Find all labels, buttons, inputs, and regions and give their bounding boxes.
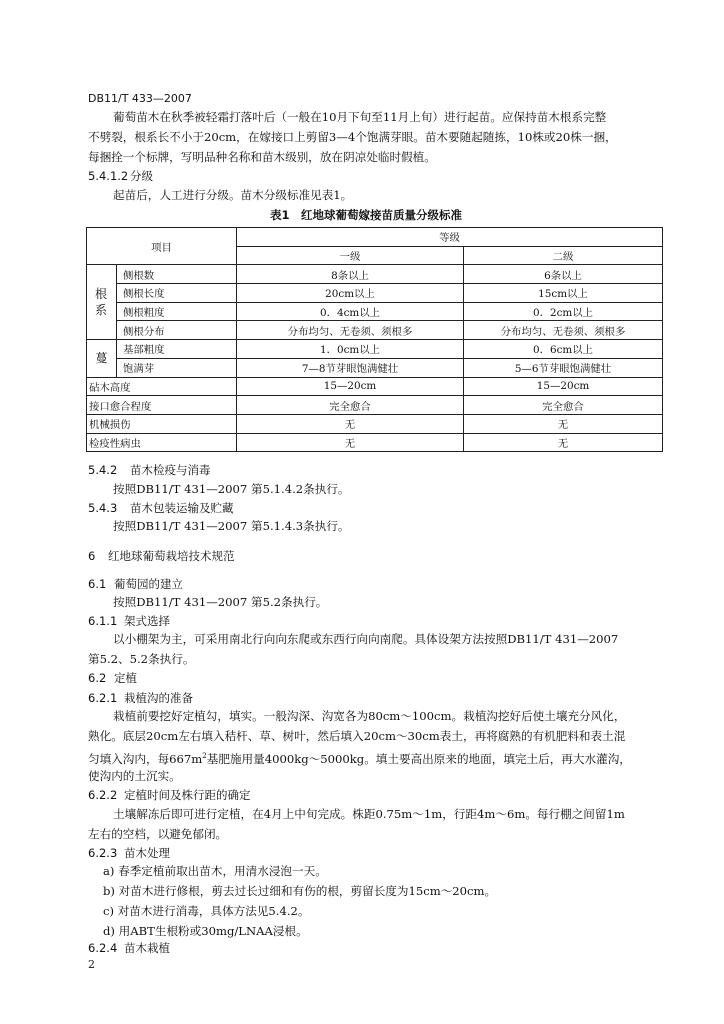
row-item: 检疫性病虫	[87, 433, 237, 452]
section-number: 6.1	[88, 577, 107, 591]
section-6-2-1-line-1: 栽植前要挖好定植勾，填实。一般沟深、沟宽各为80cm～100cm。栽植沟挖好后使土壤充分风化，	[113, 709, 626, 723]
section-5-4-1-2-text: 起苗后，人工进行分级。苗木分级标准见表1。	[113, 188, 353, 202]
row-first: 1．0cm以上	[237, 340, 464, 359]
section-number: 6.1.1	[88, 614, 118, 628]
header-item: 项目	[87, 228, 237, 265]
line-part: 基肥施用量4000kg～5000kg。填土要高出原来的地面，填完土后，再大水灌沟，	[206, 751, 631, 766]
row-second: 分布均匀、无卷须、须根多	[464, 321, 663, 340]
section-number: 5.4.3	[88, 501, 118, 515]
row-item: 饱满芽	[117, 358, 237, 377]
section-number: 6	[88, 549, 96, 563]
row-first: 8条以上	[237, 265, 464, 284]
row-first: 分布均匀、无卷须、须根多	[237, 321, 464, 340]
section-6-2-3-heading	[88, 845, 170, 861]
row-item: 砧木高度	[87, 377, 237, 396]
section-number: 5.4.2	[88, 463, 118, 477]
header-grade: 等级	[237, 228, 663, 247]
row-item: 侧根粗度	[117, 302, 237, 321]
section-number: 6.2.3	[88, 846, 118, 860]
intro-line-1: 葡萄苗木在秋季被轻霜打落叶后（一般在10月下旬至11月上旬）进行起苗。应保持苗木根系完整	[113, 110, 607, 124]
section-title: 红地球葡萄栽培技术规范	[108, 549, 235, 563]
section-title: 栽植沟的准备	[124, 691, 193, 705]
section-6-1-1-heading	[88, 613, 170, 629]
row-second: 0．2cm以上	[464, 302, 663, 321]
intro-line-2: 不劈裂，根系长不小于20cm，在嫁接口上剪留3—4个饱满芽眼。苗木要随起随拣，10株或20株一捆，	[88, 130, 617, 144]
section-6-2-4-heading	[88, 940, 170, 956]
section-6-2-1-line-4: 使沟内的土沉实。	[88, 769, 181, 783]
row-second: 完全愈合	[464, 396, 663, 415]
row-item: 侧根数	[117, 265, 237, 284]
row-first: 无	[237, 414, 464, 433]
grading-standard-table	[86, 227, 663, 452]
section-6-2-2-line-1: 土壤解冻后即可进行定植，在4月上中旬完成。株距0.75m～1m，行距4m～6m。每行棚之间留1m	[113, 807, 625, 821]
section-title: 苗木包装运输及贮藏	[130, 501, 234, 515]
section-title: 苗木栽植	[124, 941, 170, 955]
section-6-1-heading	[88, 576, 183, 592]
row-second: 0．6cm以上	[464, 340, 663, 359]
row-second: 无	[464, 433, 663, 452]
section-number: 6.2.4	[88, 941, 118, 955]
row-second: 无	[464, 414, 663, 433]
row-first: 0．4cm以上	[237, 302, 464, 321]
section-title: 苗木处理	[124, 846, 170, 860]
section-6-2-2-heading	[88, 787, 251, 803]
row-first: 7—8节芽眼饱满健壮	[237, 358, 464, 377]
document-header: DB11/T 433—2007	[88, 92, 192, 105]
section-5-4-2-text: 按照DB11/T 431—2007 第5.1.4.2条执行。	[113, 482, 350, 496]
section-6-2-heading	[88, 670, 137, 686]
row-second: 15cm以上	[464, 284, 663, 303]
section-number: 5.4.1.2	[88, 169, 129, 183]
list-item: a) 春季定植前取出苗木，用清水浸泡一天。	[103, 864, 327, 878]
section-title: 定植时间及株行距的确定	[124, 788, 251, 802]
section-6-heading	[88, 548, 235, 564]
row-item: 接口愈合程度	[87, 396, 237, 415]
section-6-1-1-line-2: 第5.2、5.2条执行。	[88, 652, 195, 666]
section-5-4-2-heading	[88, 462, 211, 478]
list-item: d) 用ABT生根粉或30mg/LNAA浸根。	[103, 924, 308, 938]
section-6-2-1-heading	[88, 690, 193, 706]
line-part: 匀填入沟内，每667m	[88, 751, 203, 766]
section-5-4-1-2-heading	[88, 168, 153, 184]
row-second: 6条以上	[464, 265, 663, 284]
row-item: 基部粗度	[117, 340, 237, 359]
group-label: 根系	[95, 287, 118, 318]
section-6-1-1-line-1: 以小棚架为主，可采用南北行向向东爬或东西行向向南爬。具体设架方法按照DB11/T 431—2007	[113, 632, 619, 646]
list-item: c) 对苗木进行消毒，具体方法见5.4.2。	[103, 904, 310, 918]
section-5-4-3-heading	[88, 500, 234, 516]
row-second: 15—20cm	[464, 377, 663, 396]
section-6-2-1-line-2: 熟化。底层20cm左右填入秸杆、草、树叶，然后填入20cm～30cm表土，再将腐熟的有机肥料和表土混	[88, 729, 626, 743]
group-vine: 蔓	[87, 340, 117, 377]
section-5-4-3-text: 按照DB11/T 431—2007 第5.1.4.3条执行。	[113, 519, 350, 533]
row-first: 无	[237, 433, 464, 452]
row-item: 侧根分布	[117, 321, 237, 340]
row-first: 完全愈合	[237, 396, 464, 415]
table-caption: 表1 红地球葡萄嫁接苗质量分级标准	[270, 208, 462, 222]
row-first: 20cm以上	[237, 284, 464, 303]
section-number: 6.2	[88, 671, 107, 685]
header-second-grade: 二级	[464, 246, 663, 265]
list-item: b) 对苗木进行修根，剪去过长过细和有伤的根，剪留长度为15cm～20cm。	[103, 884, 497, 898]
superscript: 2	[202, 752, 207, 760]
section-6-2-2-line-2: 左右的空档，以避免郁闭。	[88, 827, 228, 841]
section-title: 葡萄园的建立	[114, 577, 183, 591]
row-item: 侧根长度	[117, 284, 237, 303]
row-item: 机械损伤	[87, 414, 237, 433]
header-first-grade: 一级	[237, 246, 464, 265]
group-root-system	[87, 265, 117, 340]
section-title: 定植	[114, 671, 137, 685]
section-title: 架式选择	[124, 614, 170, 628]
row-second: 5—6节芽眼饱满健壮	[464, 358, 663, 377]
section-number: 6.2.1	[88, 691, 118, 705]
section-number: 6.2.2	[88, 788, 118, 802]
page-number: 2	[88, 958, 95, 971]
row-first: 15—20cm	[237, 377, 464, 396]
section-title: 苗木检疫与消毒	[130, 463, 211, 477]
section-title: 分级	[130, 169, 153, 183]
section-6-1-text: 按照DB11/T 431—2007 第5.2条执行。	[113, 595, 328, 609]
intro-line-3: 每捆拴一个标牌，写明品种名称和苗木级别，放在阴凉处临时假植。	[88, 150, 436, 164]
